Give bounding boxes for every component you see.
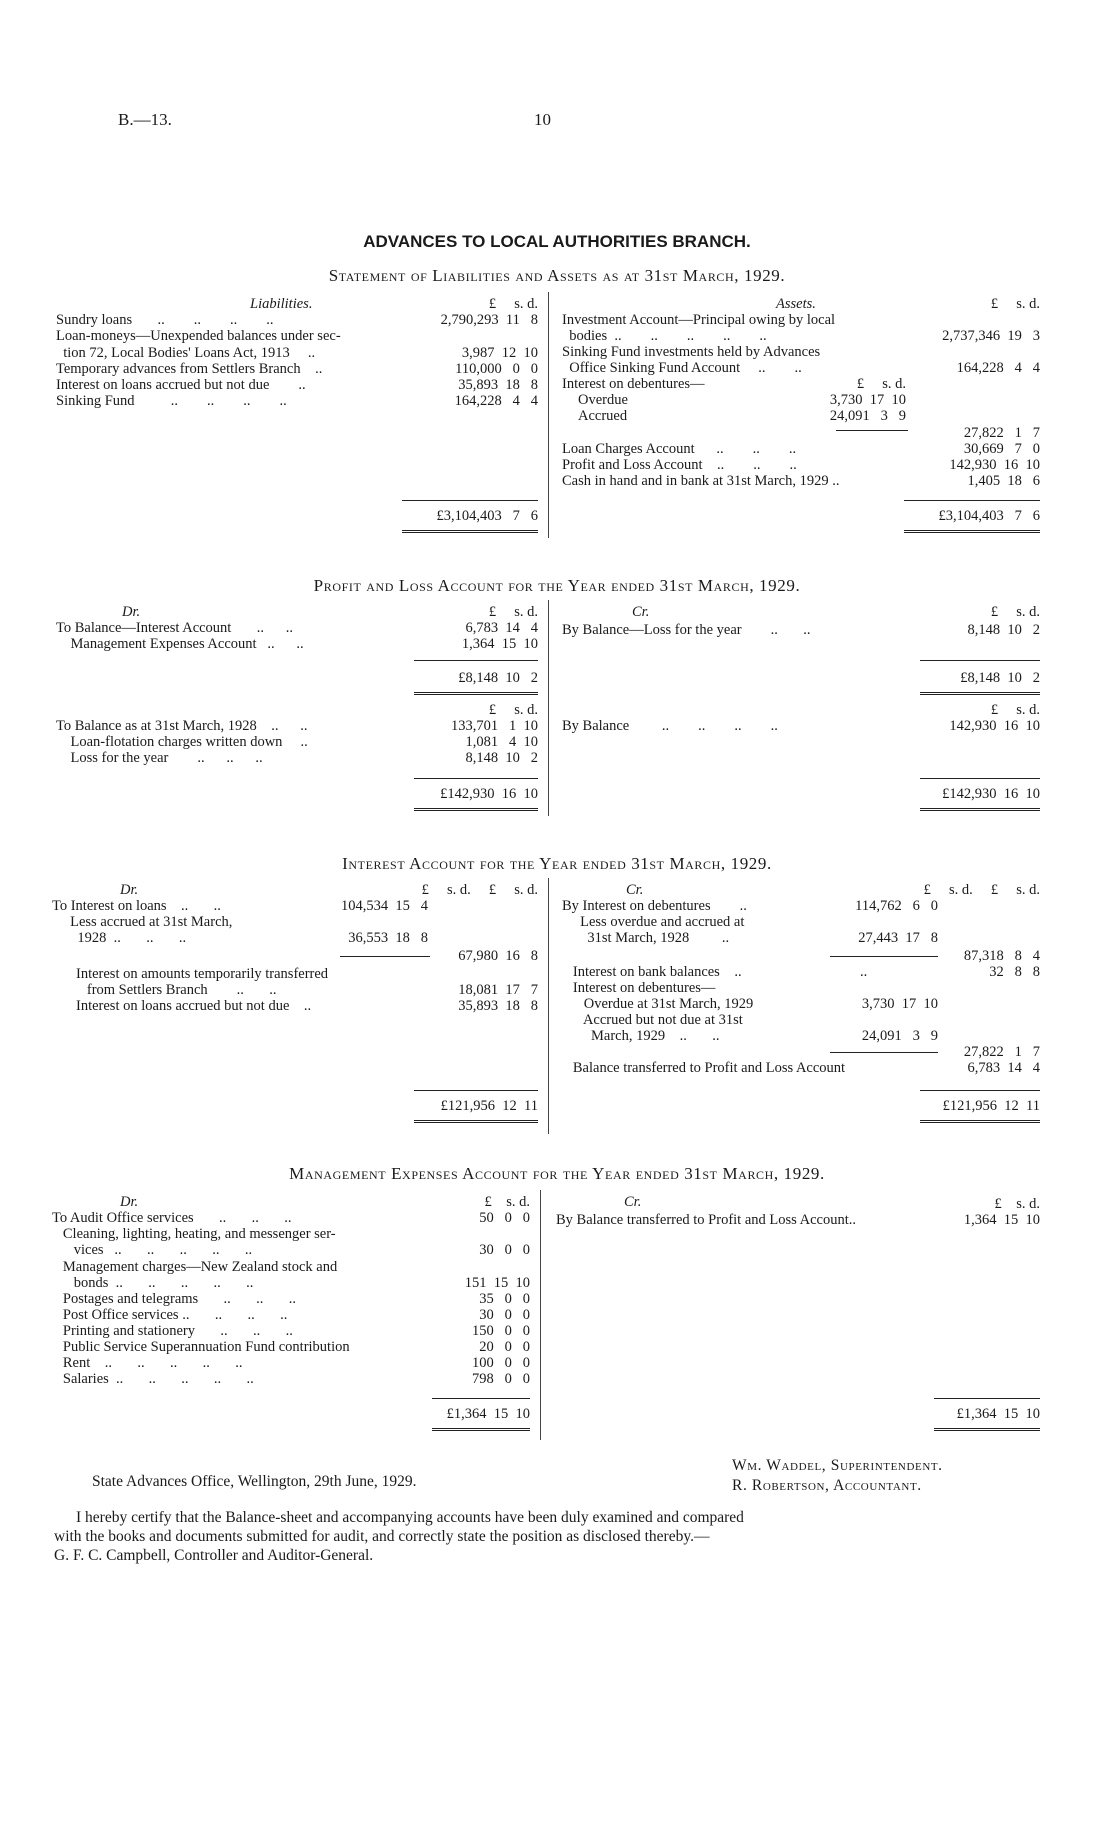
certification-line-2: with the books and documents submitted for audit, and correctly state the position as disclosed thereby.— [54,1528,710,1545]
pl-total-1: £8,148 10 2 [458,670,538,686]
list-item-label: Interest on loans accrued but not due .. [76,998,312,1014]
list-item-amount: 798 0 0 [472,1371,530,1387]
list-item-label: March, 1929 .. .. [562,1028,720,1044]
list-item-label: Loan-moneys—Unexpended balances under sec- [56,328,341,344]
list-item-amount: 30 0 0 [479,1242,530,1258]
mgmt-cr-total: £1,364 15 10 [956,1406,1040,1422]
sub-currency-head: £ s. d. [856,376,906,392]
list-item-amount: 3,730 17 10 [861,996,938,1012]
liabilities-currency-head: £ s. d. [488,296,538,312]
list-item-amount: 35,893 18 8 [458,377,538,393]
list-item-label: Interest on debentures— [562,376,705,392]
interest-dr-currency-head: £ s. d. £ s. d. [421,882,538,898]
list-item-amount: 20 0 0 [479,1339,530,1355]
list-item-label: bodies .. .. .. .. .. [562,328,767,344]
list-item-label: Loan Charges Account .. .. .. [562,441,797,457]
interest-cr-total: £121,956 12 11 [942,1098,1040,1114]
list-item-amount: 1,081 4 10 [465,734,538,750]
list-item-label: Less accrued at 31st March, [52,914,233,930]
list-item-label: Rent .. .. .. .. .. [52,1355,243,1371]
pl-dr-currency-head: £ s. d. [488,604,538,620]
liabilities-total: £3,104,403 7 6 [436,508,538,524]
list-item-label: Overdue [578,392,628,408]
list-item-label: To Interest on loans .. .. [52,898,221,914]
list-item-amount: 24,091 3 9 [861,1028,938,1044]
rule [836,430,908,431]
list-item-amount: 100 0 0 [472,1355,530,1371]
management-heading: Management Expenses Account for the Year ended 31st March, 1929. [289,1164,825,1183]
list-item-amount: 27,822 1 7 [963,425,1040,441]
certification-line-3: G. F. C. Campbell, Controller and Auditor-General. [54,1547,374,1564]
mgmt-dr-total: £1,364 15 10 [446,1406,530,1422]
list-item-amount: 24,091 3 9 [829,408,906,424]
list-item-amount: 142,930 16 10 [949,457,1040,473]
list-item-label: Interest on bank balances .. [562,964,742,980]
list-item-label: Accrued [578,408,628,424]
column-divider [548,878,549,1134]
list-item-amount: 142,930 16 10 [949,718,1040,734]
list-item-amount: 1,364 15 10 [963,1212,1040,1228]
column-divider [540,1190,541,1440]
rule [920,1090,1040,1091]
certification-line-1: I hereby certify that the Balance-sheet and accompanying accounts have been duly examined and compared [76,1509,744,1526]
list-item-label: Loss for the year .. .. .. [56,750,263,766]
list-item-amount: 50 0 0 [479,1210,530,1226]
rule [414,1090,538,1091]
dot-leader: .. [860,964,868,980]
double-rule [934,1428,1040,1431]
list-item-label: Investment Account—Principal owing by local [562,312,836,328]
list-item-amount: 110,000 0 0 [455,361,538,377]
pl-dr-currency-head-2: £ s. d. [488,702,538,718]
signature-superintendent: Wm. Waddel, Superintendent. [732,1457,943,1474]
rule [904,500,1040,501]
page-title: ADVANCES TO LOCAL AUTHORITIES BRANCH. [363,232,751,251]
list-item-label: Accrued but not due at 31st [562,1012,743,1028]
mgmt-cr-currency-head: £ s. d. [994,1196,1040,1212]
list-item-amount: 35 0 0 [479,1291,530,1307]
double-rule [414,692,538,695]
list-item-label: tion 72, Local Bodies' Loans Act, 1913 .. [56,345,316,361]
list-item-label: Interest on debentures— [562,980,716,996]
double-rule [920,692,1040,695]
list-item-label: To Balance—Interest Account .. .. [56,620,293,636]
assets-total: £3,104,403 7 6 [938,508,1040,524]
list-item-amount: 1,364 15 10 [461,636,538,652]
double-rule [402,530,538,533]
double-rule [414,808,538,811]
double-rule [920,1120,1040,1123]
double-rule [432,1428,530,1431]
dr-label: Dr. [120,1194,139,1210]
list-item-label: Interest on loans accrued but not due .. [56,377,306,393]
document-reference: B.—13. [118,110,172,129]
list-item-label: Sundry loans .. .. .. .. [56,312,274,328]
list-item-label: Profit and Loss Account .. .. .. [562,457,797,473]
list-item-label: Office Sinking Fund Account .. .. [562,360,802,376]
list-item-amount: 87,318 8 4 [963,948,1040,964]
rule [920,660,1040,661]
pl-cr-total-1: £8,148 10 2 [960,670,1040,686]
list-item-amount: 36,553 18 8 [348,930,428,946]
list-item-amount: 67,980 16 8 [458,948,538,964]
pl-cr-currency-head: £ s. d. [990,604,1040,620]
rule [340,956,430,957]
list-item-amount: 6,783 14 4 [967,1060,1040,1076]
list-item-amount: 27,822 1 7 [963,1044,1040,1060]
list-item-label: Cash in hand and in bank at 31st March, 1929 .. [562,473,840,489]
list-item-amount: 114,762 6 0 [855,898,938,914]
page-number: 10 [534,110,551,129]
liabilities-label: Liabilities. [250,296,313,312]
list-item-amount: 6,783 14 4 [465,620,538,636]
list-item-label: 31st March, 1928 .. [562,930,730,946]
list-item-label: Cleaning, lighting, heating, and messenger ser- [52,1226,336,1242]
list-item-label: Sinking Fund investments held by Advances [562,344,821,360]
list-item-label: To Balance as at 31st March, 1928 .. .. [56,718,308,734]
list-item-label: bonds .. .. .. .. .. [52,1275,254,1291]
list-item-amount: 32 8 8 [989,964,1040,980]
list-item-amount: 30 0 0 [479,1307,530,1323]
list-item-amount: 151 15 10 [464,1275,530,1291]
list-item-label: To Audit Office services .. .. .. [52,1210,292,1226]
list-item-label: Sinking Fund .. .. .. .. [56,393,287,409]
list-item-label: vices .. .. .. .. .. [52,1242,253,1258]
list-item-label: By Interest on debentures .. [562,898,747,914]
rule [920,778,1040,779]
interest-heading: Interest Account for the Year ended 31st March, 1929. [342,854,772,873]
list-item-amount: 8,148 10 2 [465,750,538,766]
list-item-label: Overdue at 31st March, 1929 [562,996,754,1012]
list-item-label: By Balance—Loss for the year .. .. [562,622,811,638]
list-item-amount: 35,893 18 8 [458,998,538,1014]
list-item-amount: 150 0 0 [472,1323,530,1339]
list-item-amount: 104,534 15 4 [341,898,428,914]
list-item-label: 1928 .. .. .. [52,930,187,946]
list-item-amount: 3,987 12 10 [461,345,538,361]
rule [414,778,538,779]
list-item-amount: 3,730 17 10 [829,392,906,408]
dr-label: Dr. [122,604,141,620]
list-item-amount: 8,148 10 2 [967,622,1040,638]
rule [934,1398,1040,1399]
rule [414,660,538,661]
list-item-label: Interest on amounts temporarily transferred [76,966,329,982]
list-item-label: from Settlers Branch .. .. [76,982,277,998]
list-item-label: Less overdue and accrued at [562,914,745,930]
cr-label: Cr. [626,882,644,898]
list-item-amount: 18,081 17 7 [458,982,538,998]
list-item-label: By Balance transferred to Profit and Loss Account.. [556,1212,856,1228]
rule [402,500,538,501]
list-item-label: Management charges—New Zealand stock and [52,1259,338,1275]
list-item-amount: 1,405 18 6 [967,473,1040,489]
interest-dr-total: £121,956 12 11 [440,1098,538,1114]
pl-total-2: £142,930 16 10 [440,786,538,802]
list-item-amount: 164,228 4 4 [956,360,1040,376]
list-item-amount: 27,443 17 8 [858,930,938,946]
rule [432,1398,530,1399]
list-item-label: Post Office services .. .. .. .. [52,1307,288,1323]
mgmt-dr-currency-head: £ s. d. [484,1194,530,1210]
list-item-label: Printing and stationery .. .. .. [52,1323,293,1339]
list-item-label: Salaries .. .. .. .. .. [52,1371,254,1387]
assets-currency-head: £ s. d. [990,296,1040,312]
pl-cr-total-2: £142,930 16 10 [942,786,1040,802]
column-divider [548,292,549,538]
list-item-amount: 133,701 1 10 [451,718,538,734]
list-item-label: Management Expenses Account .. .. [56,636,304,652]
double-rule [920,808,1040,811]
list-item-label: Balance transferred to Profit and Loss Account [562,1060,846,1076]
list-item-amount: 164,228 4 4 [454,393,538,409]
assets-label: Assets. [776,296,816,312]
list-item-amount: 2,737,346 19 3 [942,328,1040,344]
double-rule [904,530,1040,533]
interest-cr-currency-head: £ s. d. £ s. d. [923,882,1040,898]
pl-cr-currency-head-2: £ s. d. [990,702,1040,718]
list-item-amount: 2,790,293 11 8 [440,312,538,328]
double-rule [414,1120,538,1123]
list-item-amount: 30,669 7 0 [963,441,1040,457]
office-dateline: State Advances Office, Wellington, 29th June, 1929. [92,1473,417,1490]
list-item-label: Postages and telegrams .. .. .. [52,1291,297,1307]
column-divider [548,600,549,816]
statement-heading: Statement of Liabilities and Assets as at 31st March, 1929. [328,266,786,285]
dr-label: Dr. [120,882,139,898]
list-item-label: Loan-flotation charges written down .. [56,734,308,750]
list-item-label: By Balance .. .. .. .. [562,718,778,734]
profit-loss-heading: Profit and Loss Account for the Year ended 31st March, 1929. [313,576,801,595]
cr-label: Cr. [624,1194,642,1210]
list-item-label: Temporary advances from Settlers Branch .. [56,361,323,377]
cr-label: Cr. [632,604,650,620]
list-item-label: Public Service Superannuation Fund contribution [52,1339,350,1355]
signature-accountant: R. Robertson, Accountant. [732,1477,922,1494]
